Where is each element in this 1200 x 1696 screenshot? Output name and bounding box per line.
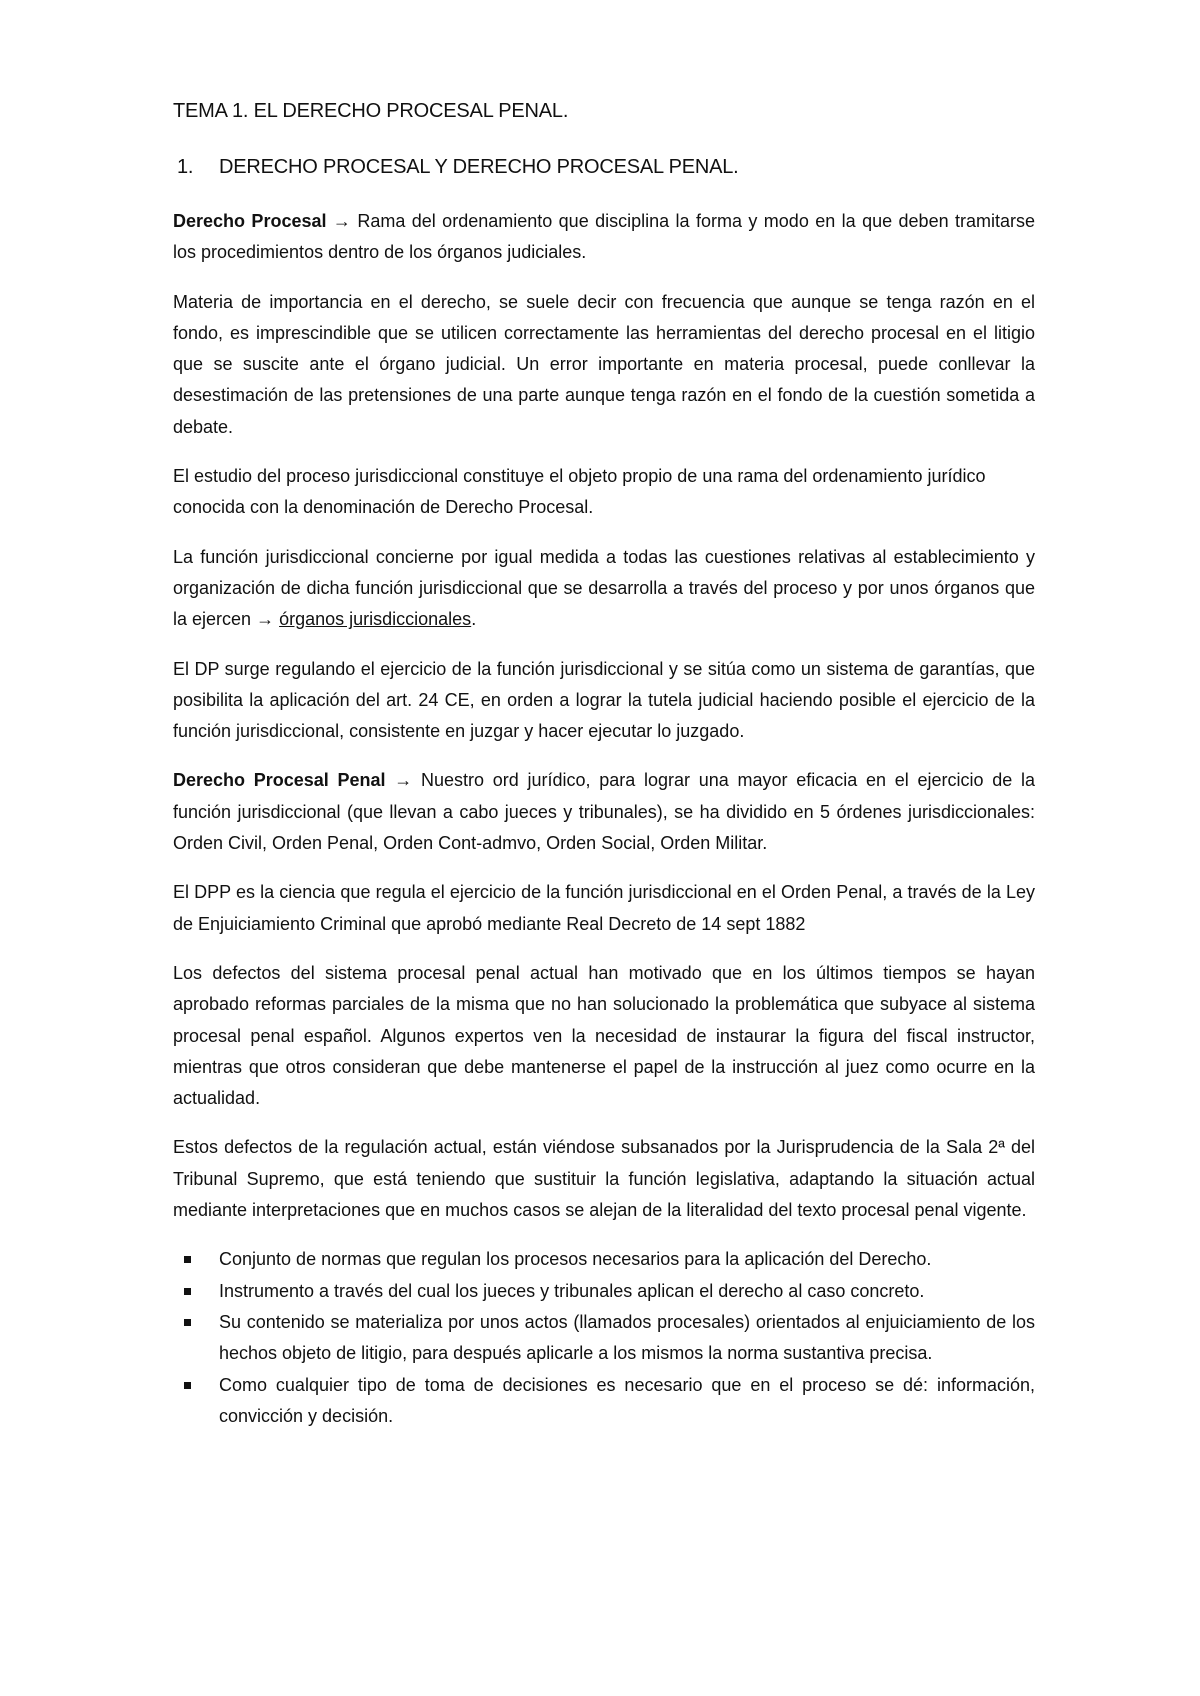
bullet-icon bbox=[184, 1319, 191, 1326]
document-title: TEMA 1. EL DERECHO PROCESAL PENAL. bbox=[173, 100, 569, 122]
paragraph-dp-surge: El DP surge regulando el ejercicio de la función jurisdiccional y se sitúa como un sistema de garantías, que posibilita la aplicación del art. 24 CE, en orden a lograr la tutela judicial haciendo posible el ejercicio de la función jurisdiccional, consistente en juzgar y hacer ejecutar lo juzgado. bbox=[173, 658, 1035, 742]
section-heading bbox=[173, 154, 1035, 180]
paragraph-materia-importancia: Materia de importancia en el derecho, se suele decir con frecuencia que aunque se tenga razón en el fondo, es imprescindible que se utilicen correctamente las herramientas del derecho procesal en el litigio que se suscite ante el órgano judicial. Un error importante en materia procesal, puede conllevar la desestimación de las pretensiones de una parte aunque tenga razón en el fondo de la cuestión sometida a debate. bbox=[173, 291, 1035, 437]
paragraph-derecho-procesal-penal bbox=[173, 765, 1035, 859]
arrow-icon: → bbox=[394, 770, 413, 791]
section-number: 1. bbox=[177, 156, 194, 178]
bullet-icon bbox=[184, 1288, 191, 1295]
paragraph-defectos-sistema: Los defectos del sistema procesal penal actual han motivado que en los últimos tiempos se hayan aprobado reformas parciales de la misma que no han solucionado la problemática que subyace al sistema procesal penal español. Algunos expertos ven la necesidad de instaurar la figura del fiscal instructor, mientras que otros consideran que debe mantenerse el papel de la instrucción al juez como ocurre en la actualidad. bbox=[173, 962, 1035, 1109]
list-item: Como cualquier tipo de toma de decisiones es necesario que en el proceso se dé: información, convicción y decisión. bbox=[173, 1370, 1035, 1433]
paragraph-defectos-regulacion: Estos defectos de la regulación actual, están viéndose subsanados por la Jurisprudencia de la Sala 2ª del Tribunal Supremo, que está teniendo que sustituir la función legislativa, adaptando la situación actual mediante interpretaciones que en muchos casos se alejan de la literalidad del texto procesal penal vigente. bbox=[173, 1137, 1035, 1221]
paragraph-text: La función jurisdiccional concierne por igual medida a todas las cuestiones relativas al establecimiento y organización de dicha función jurisdiccional que se desarrolla a través del proceso y por unos órganos que la ejercen bbox=[173, 546, 1035, 630]
arrow-icon: → bbox=[332, 211, 351, 231]
bullet-icon bbox=[184, 1382, 191, 1389]
list-item: Conjunto de normas que regulan los procesos necesarios para la aplicación del Derecho. bbox=[173, 1244, 1035, 1275]
paragraph-dpp-ciencia: El DPP es la ciencia que regula el ejercicio de la función jurisdiccional en el Orden Penal, a través de la Ley de Enjuiciamiento Criminal que aprobó mediante Real Decreto de 14 sept 1882 bbox=[173, 882, 1035, 934]
paragraph-derecho-procesal bbox=[173, 206, 1035, 269]
term-derecho-procesal: Derecho Procesal bbox=[173, 211, 327, 231]
paragraph-end: . bbox=[471, 609, 477, 630]
document-page bbox=[173, 98, 1035, 1432]
term-derecho-procesal-penal: Derecho Procesal Penal bbox=[173, 770, 386, 791]
arrow-icon: → bbox=[256, 609, 275, 630]
paragraph-text: Rama del ordenamiento que disciplina la forma y modo en la que deben tramitarse los procedimientos dentro de los órganos judiciales. bbox=[173, 211, 1036, 263]
bullet-icon bbox=[184, 1256, 191, 1263]
paragraph-estudio-proceso: El estudio del proceso jurisdiccional constituye el objeto propio de una rama del ordenamiento jurídico conocida con la denominación de Derecho Procesal. bbox=[173, 466, 986, 518]
paragraph-funcion-jurisdiccional bbox=[173, 542, 1035, 636]
bullet-list bbox=[173, 1244, 1035, 1432]
paragraph-text: Nuestro ord jurídico, para lograr una mayor eficacia en el ejercicio de la función jurisdiccional (que llevan a cabo jueces y tribunales), se ha dividido en 5 órdenes jurisdiccionales: Orden Civil, Orden Penal, Orden Cont-admvo, Orden Social, Orden Militar. bbox=[173, 770, 1035, 854]
underlined-term-organos: órganos jurisdiccionales bbox=[279, 609, 472, 630]
list-item: Instrumento a través del cual los jueces y tribunales aplican el derecho al caso concreto. bbox=[173, 1276, 1035, 1307]
section-heading-text: DERECHO PROCESAL Y DERECHO PROCESAL PENAL. bbox=[219, 156, 739, 178]
list-item: Su contenido se materializa por unos actos (llamados procesales) orientados al enjuiciamiento de los hechos objeto de litigio, para después aplicarle a los mismos la norma sustantiva precisa. bbox=[173, 1307, 1035, 1370]
